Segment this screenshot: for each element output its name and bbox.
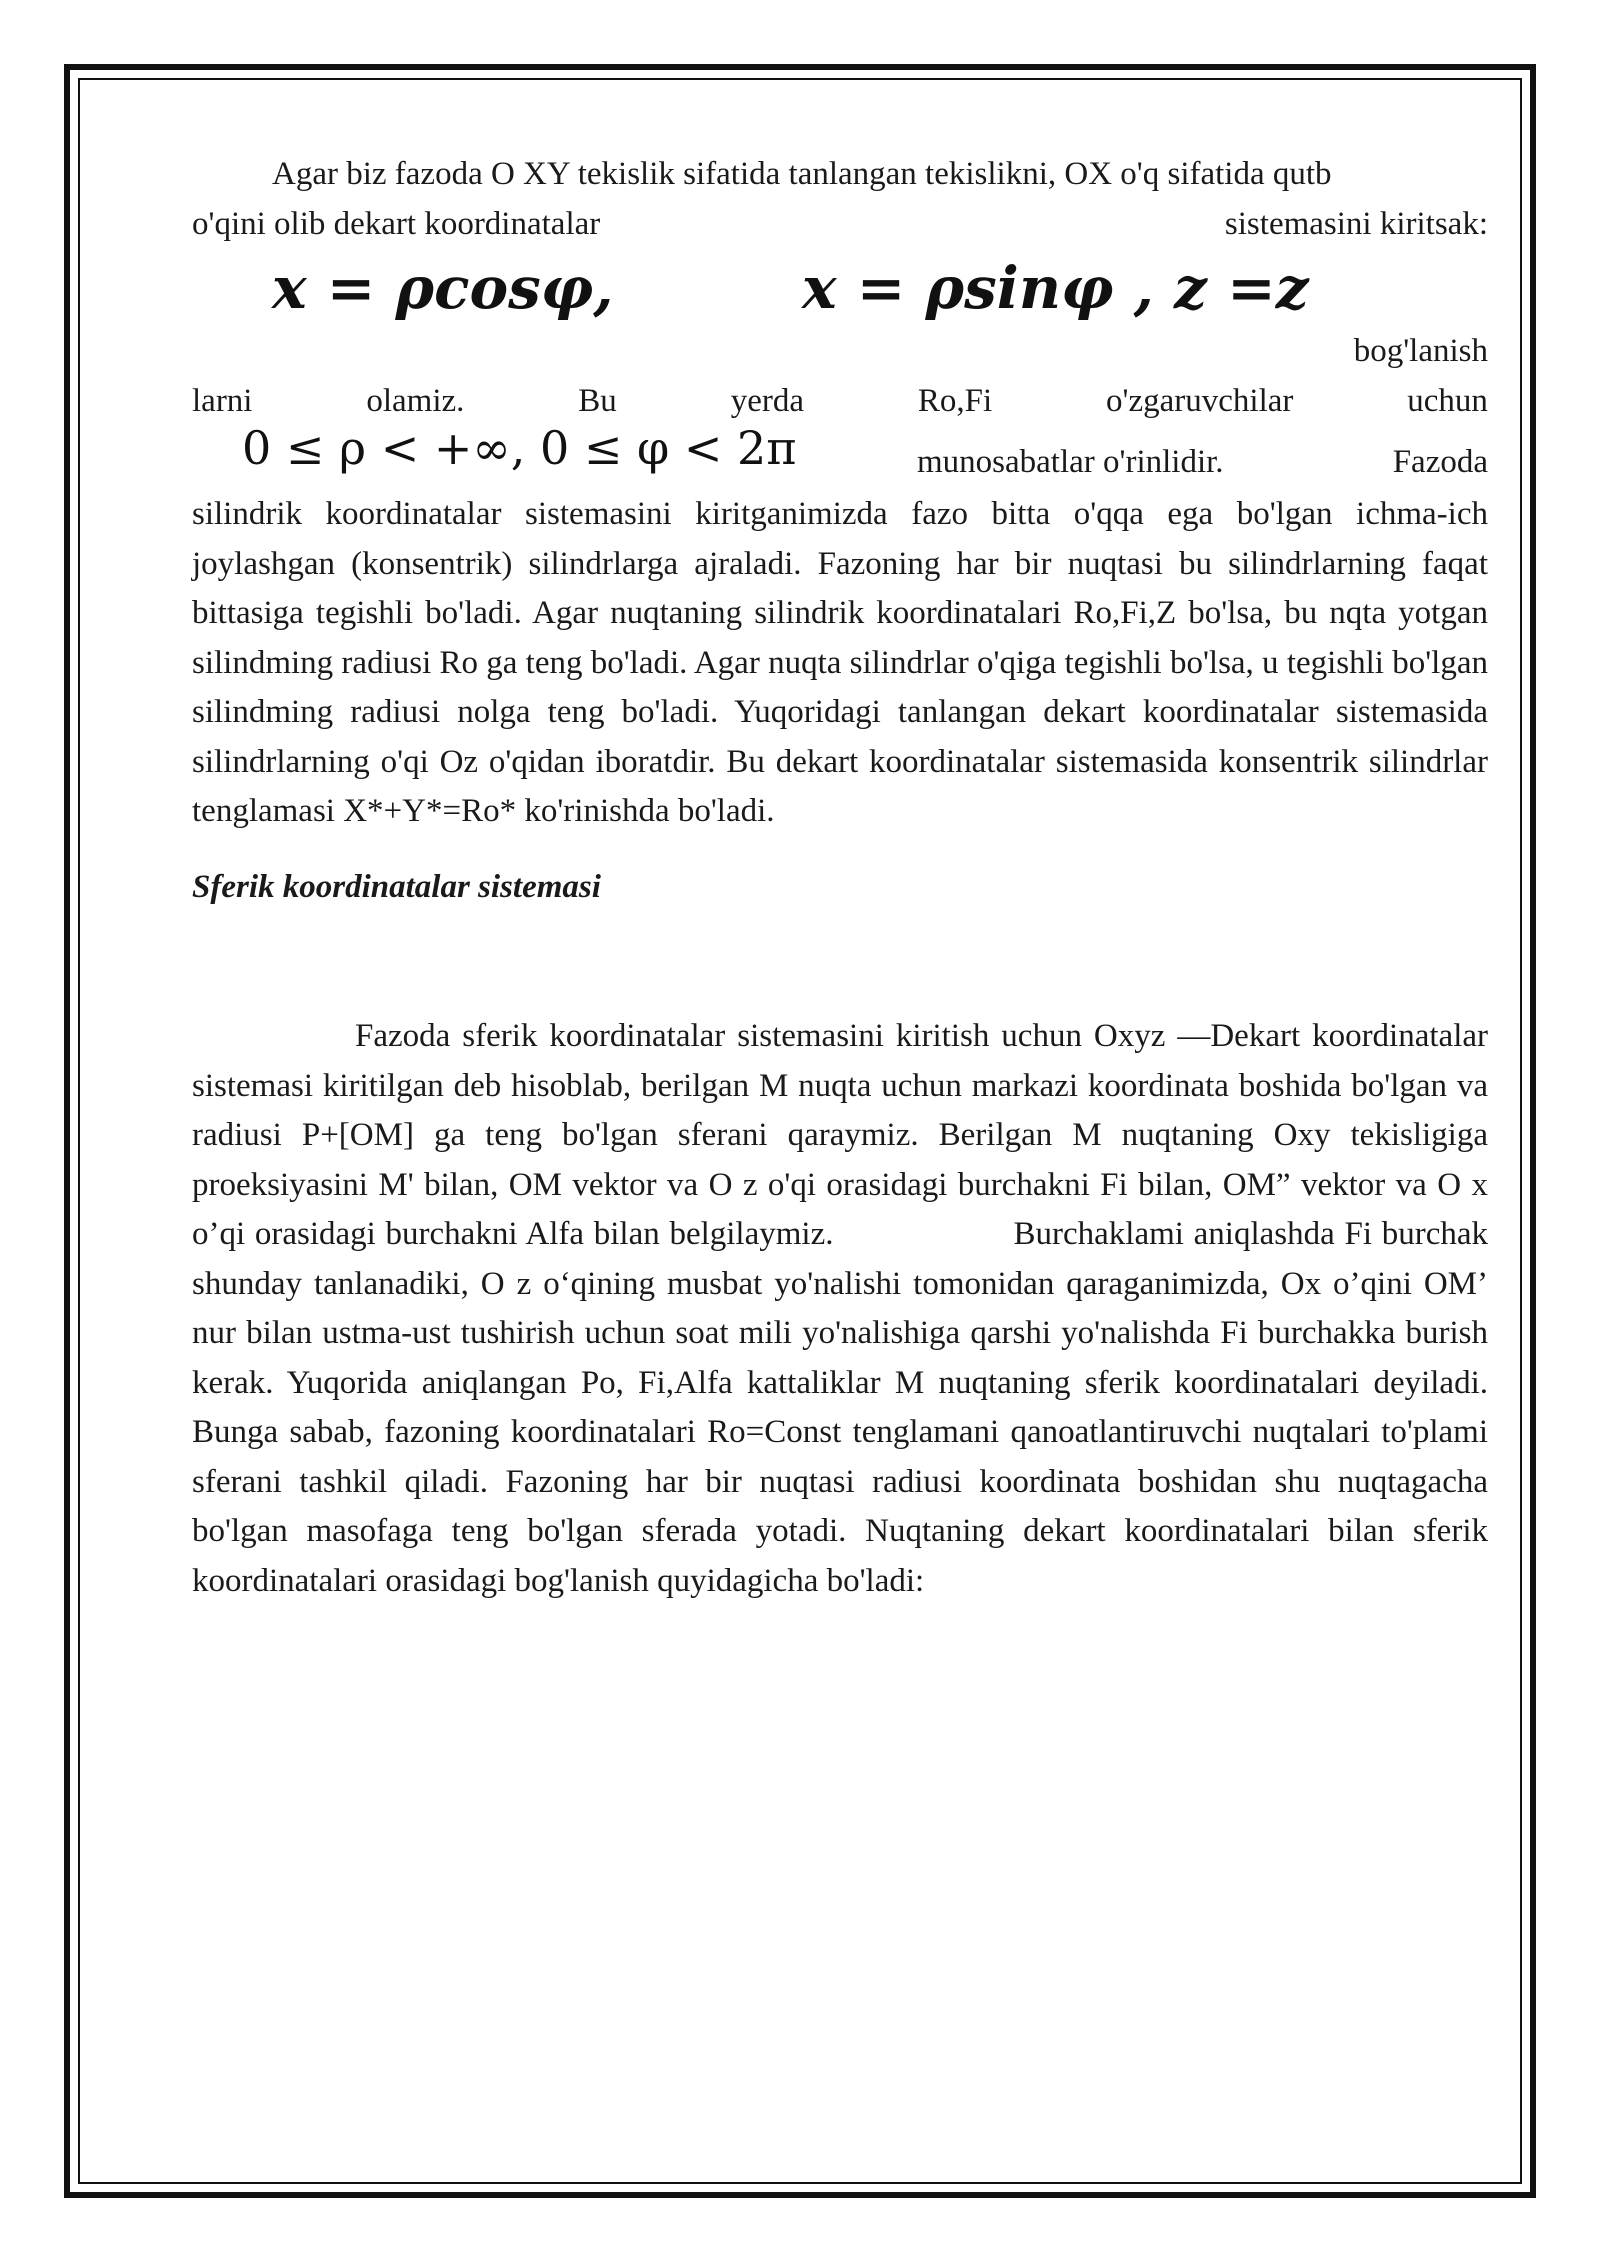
paragraph-line <box>192 150 1488 200</box>
text-line: sistemasini kiritsak: <box>1224 205 1488 242</box>
paragraph-line <box>192 327 1488 377</box>
formula-image-2: 0 ≤ ρ < +∞, 0 ≤ φ < 2π <box>242 421 797 475</box>
formula-row <box>192 421 1488 490</box>
text-line: o'qini olib dekart koordinatalar <box>192 205 601 242</box>
word: yerda <box>730 382 804 419</box>
document-body <box>192 150 1488 1606</box>
text-block: Fazoda sferik koordinatalar sistemasini kiritish uchun Oxyz —Dekart koordinatalar sistemasi kiritilgan deb hisoblab, berilgan M nuqta uchun markazi koordinata boshida bo'lgan va radiusi P+[OM] ga teng bo'lgan sferani qaraymiz. Berilgan M nuqtaning Oxy tekisligiga proeksiyasini M' bilan, OM vektor va O z o'qi orasidagi burchakni Fi bilan, OM” vektor va O x o’qi orasidagi burchakni Alfa bilan belgilaymiz. <box>192 1018 1488 1252</box>
paragraph-line <box>192 200 1488 250</box>
word: o'zgaruvchilar <box>1106 382 1294 419</box>
text-line: munosabatlar o'rinlidir. <box>917 444 1224 480</box>
paragraph-body: silindrik koordinatalar sistemasini kiritganimizda fazo bitta o'qqa ega bo'lgan ichma-ich joylashgan (konsentrik) silindrlarga ajraladi. Fazoning har bir nuqtasi bu silindrlarning faqat bittasiga tegishli bo'ladi. Agar nuqtaning silindrik koordinatalari Ro,Fi,Z bo'lsa, bu nqta yotgan silindming radiusi Ro ga teng bo'ladi. Agar nuqta silindrlar o'qiga tegishli bo'lsa, u tegishli bo'lgan silindming radiusi nolga teng bo'ladi. Yuqoridagi tanlangan dekart koordinatalar sistemasida silindrlarning o'qi Oz o'qidan iboratdir. Bu dekart koordinatalar sistemasida konsentrik silindrlar tenglamasi X*+Y*=Ro* ko'rinishda bo'ladi. <box>192 496 1488 829</box>
text-line: Agar biz fazoda O XY tekislik sifatida tanlangan tekislikni, OX o'q sifatida qutb <box>272 156 1332 192</box>
formula-x-cos: x = ρcosφ, <box>272 254 614 322</box>
word: Bu <box>578 382 617 419</box>
word: larni <box>192 382 253 419</box>
text-block: Burchaklami aniqlashda Fi burchak shunday tanlanadiki, O z o‘qining musbat yo'nalishi tomonidan qaraganimizda, Ox o’qini OM’ nur bilan ustma-ust tushirish uchun soat mili yo'nalishiga qarshi yo'nalishda Fi burchakka burish kerak. Yuqorida aniqlangan Po, Fi,Alfa kattaliklar M nuqtaning sferik koordinatalari deyiladi. Bunga sabab, fazoning koordinatalari Ro=Const tenglamani qanoatlantiruvchi nuqtalari to'plami sferani tashkil qiladi. Fazoning har bir nuqtasi radiusi koordinata boshidan shu nuqtagacha bo'lgan masofaga teng bo'lgan sferada yotadi. Nuqtaning dekart koordinatalari bilan sferik koordinatalari orasidagi bog'lanish quyidagicha bo'ladi: <box>192 1216 1488 1599</box>
word: uchun <box>1407 382 1488 419</box>
formula-image-1 <box>192 249 1488 327</box>
text-line: Fazoda <box>1392 444 1488 480</box>
word: Ro,Fi <box>917 382 993 419</box>
paragraph-spherical <box>192 1012 1488 1606</box>
word: olamiz. <box>366 382 465 419</box>
formula-x-sin: x = ρsinφ , z =z <box>802 254 1309 322</box>
text-line: bog'lanish <box>1353 333 1488 369</box>
section-heading: Sferik koordinatalar sistemasi <box>192 868 601 905</box>
